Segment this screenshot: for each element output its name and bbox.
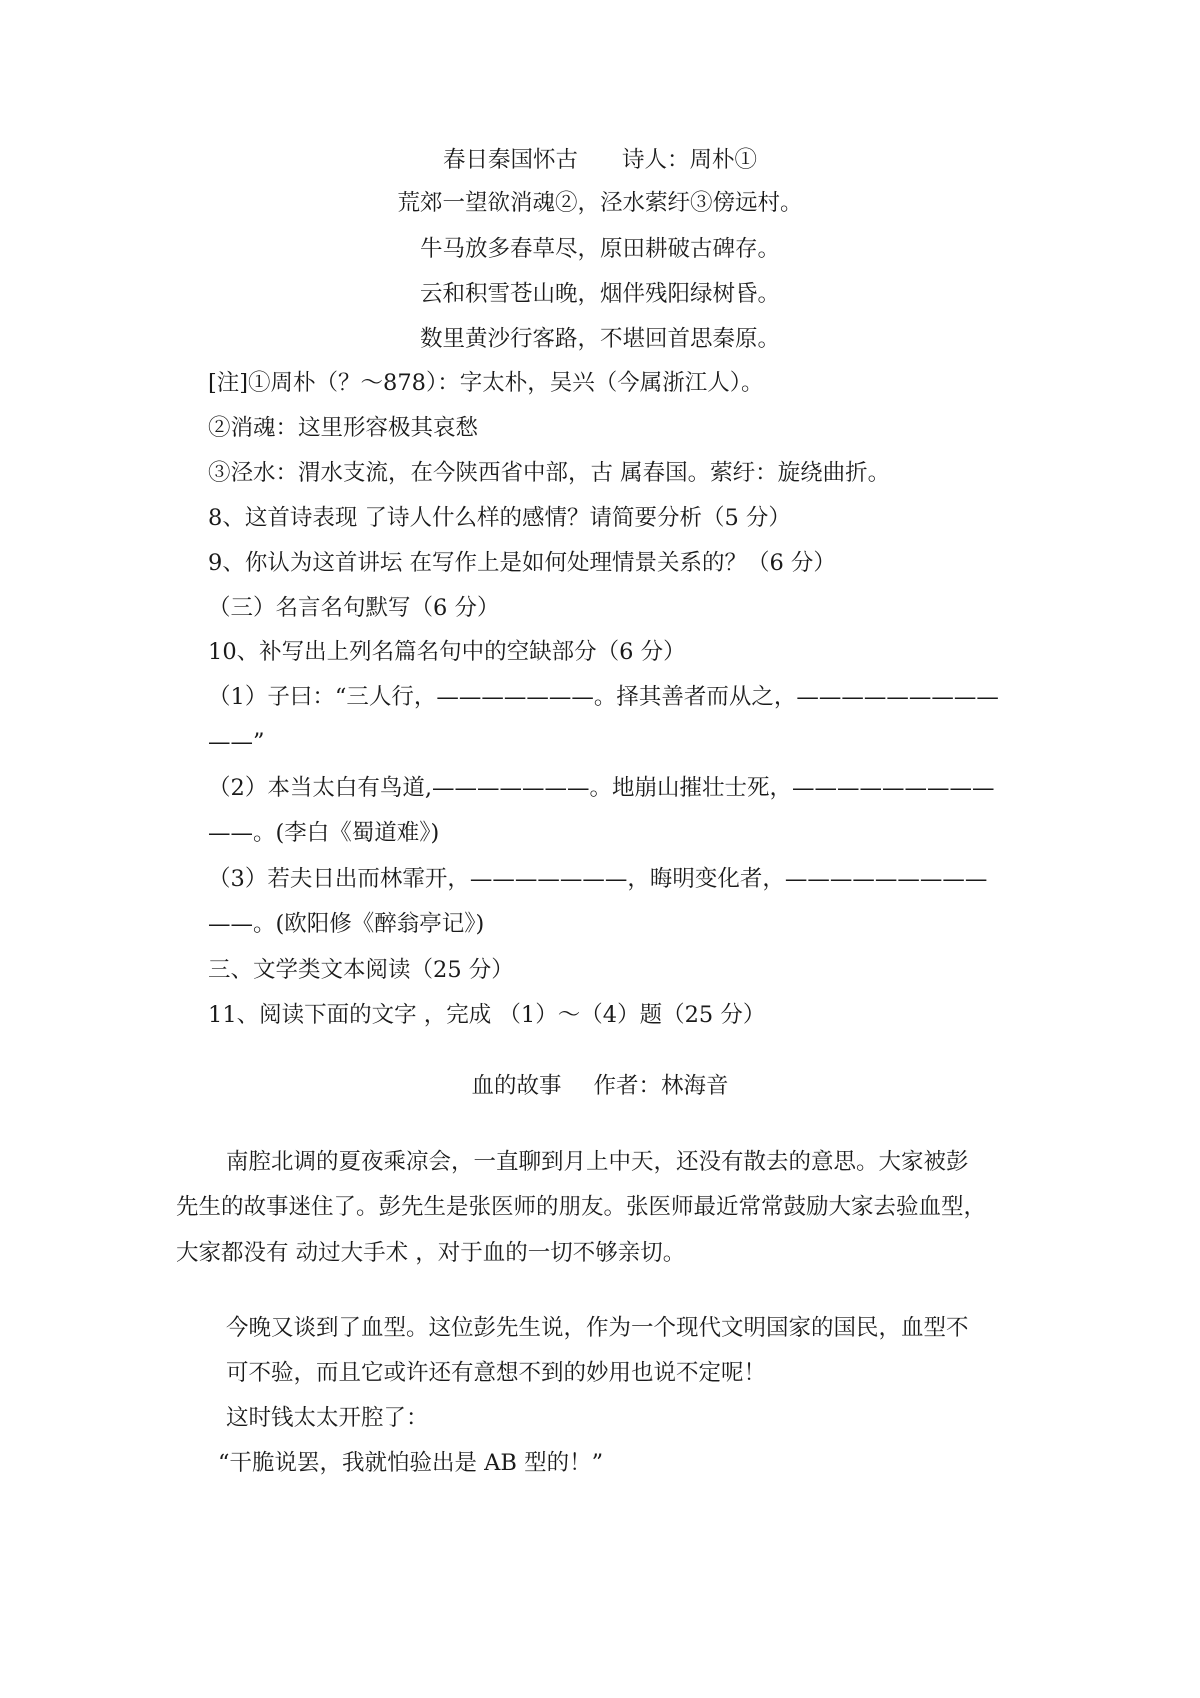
story-paragraph-line: 先生的故事迷住了。彭先生是张医师的朋友。张医师最近常常鼓励大家去验血型， [176,1194,987,1220]
story-paragraph-line: 今晚又谈到了血型。这位彭先生说，作为一个现代文明国家的国民，血型不 [226,1315,969,1341]
story-paragraph-line: 大家都没有 动过大手术 ，对于血的一切不够亲切。 [176,1240,686,1266]
story-paragraph-line: 可不验，而且它或许还有意想不到的妙用也说不定呢！ [226,1360,767,1386]
question-9: 9、你认为这首讲坛 在写作上是如何处理情景关系的？（6 分） [208,550,836,576]
fill-blank-3-continued: ——。(欧阳修《醉翁亭记》) [208,911,485,937]
section-heading: 三、文学类文本阅读（25 分） [208,957,514,983]
poem-note: ②消魂：这里形容极其哀愁 [208,415,479,441]
story-author: 作者：林海音 [593,1073,729,1099]
story-dialogue: “干脆说罢，我就怕验出是 AB 型的！” [218,1450,604,1476]
fill-blank-3: （3）若夫日出而林霏开，———————，晦明变化者，————————— [208,866,988,892]
poem-title: 春日秦国怀古 [442,147,578,173]
fill-blank-1-continued: ——” [208,729,265,755]
poem-line: 牛马放多春草尽，原田耕破古碑存。 [419,236,780,262]
fill-blank-2-continued: ——。(李白《蜀道难》) [208,820,440,846]
section-heading: （三）名言名句默写（6 分） [208,595,500,621]
story-paragraph-line: 南腔北调的夏夜乘凉会，一直聊到月上中天，还没有散去的意思。大家被彭 [226,1149,969,1175]
poem-note: [注]①周朴（？～878）：字太朴，吴兴（今属浙江人）。 [208,370,764,396]
story-paragraph-line: 这时钱太太开腔了： [226,1405,429,1431]
poem-line: 数里黄沙行客路，不堪回首思秦原。 [419,326,780,352]
poem-author: 诗人：周朴① [622,147,758,173]
story-heading [0,1071,1200,1101]
fill-blank-2: （2）本当太白有鸟道,———————。地崩山摧壮士死，————————— [208,775,995,801]
question-11: 11、阅读下面的文字 ，完成 （1）～（4）题（25 分） [208,1002,766,1028]
poem-line: 荒郊一望欲消魂②，泾水萦纡③傍远村。 [397,190,803,216]
story-title: 血的故事 [471,1073,562,1099]
question-10: 10、补写出上列名篇名句中的空缺部分（6 分） [208,639,686,665]
fill-blank-1: （1）子曰：“三人行，———————。择其善者而从之，————————— [208,684,999,710]
question-8: 8、这首诗表现 了诗人什么样的感情？请简要分析（5 分） [208,505,791,531]
poem-heading [0,145,1200,175]
poem-line: 云和积雪苍山晚，烟伴残阳绿树昏。 [419,281,780,307]
poem-note: ③泾水：渭水支流，在今陕西省中部，古 属春国。萦纡：旋绕曲折。 [208,460,891,486]
